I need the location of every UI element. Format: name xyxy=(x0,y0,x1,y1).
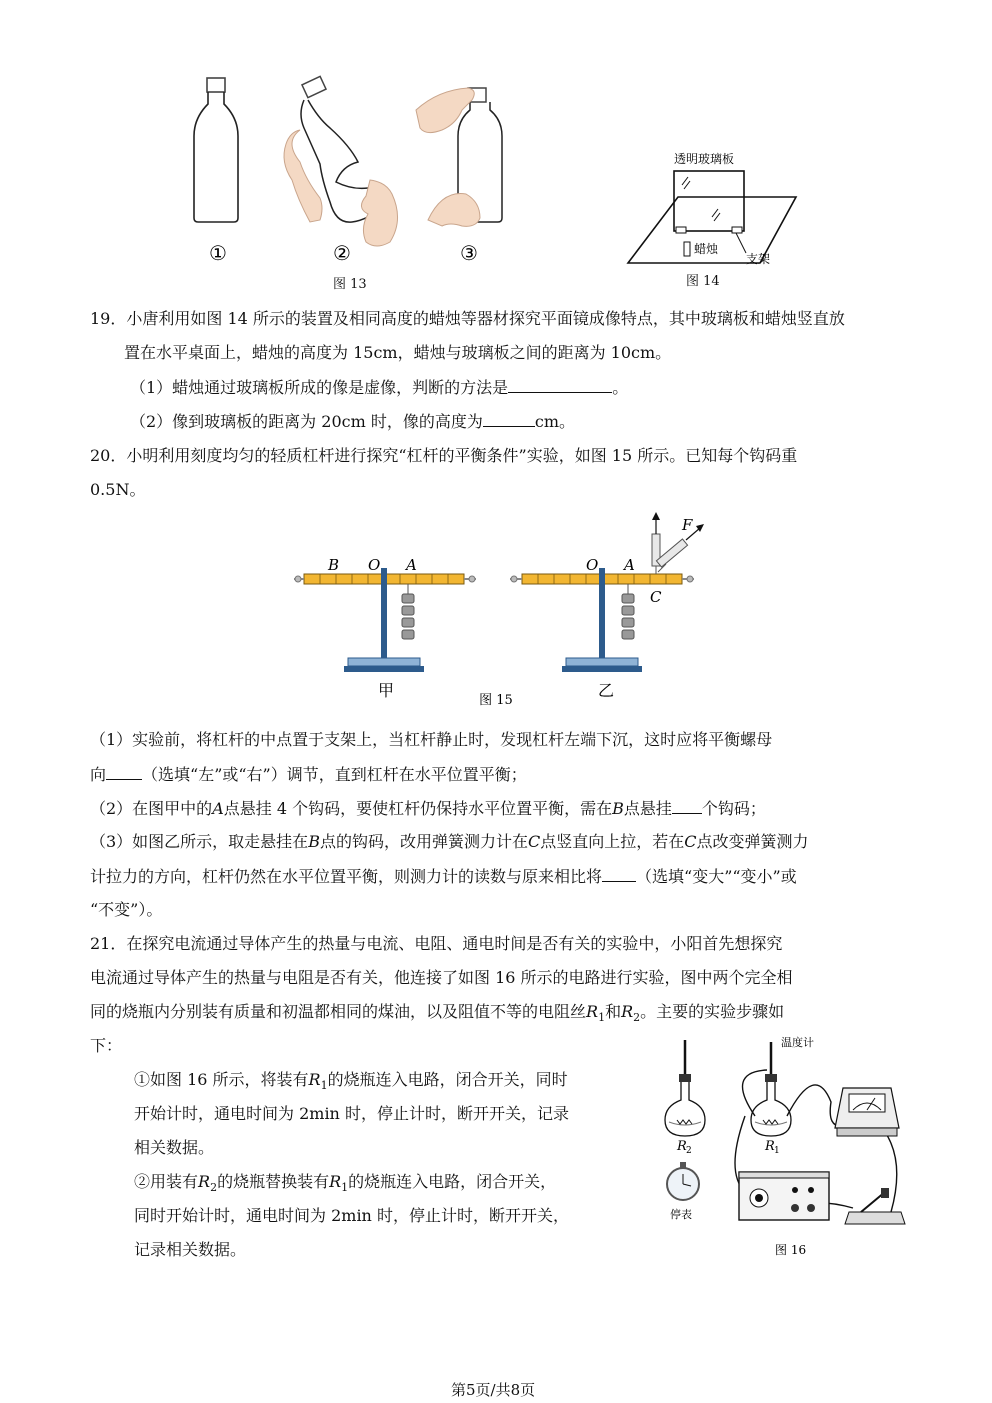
lever-right-label-C: C xyxy=(650,588,662,606)
thermometer-label: 温度计 xyxy=(781,1036,814,1049)
q20-part2-a: （2）在图甲中的 xyxy=(90,799,213,818)
lever-right-label-F: F xyxy=(682,516,693,534)
r1-label: R xyxy=(765,1139,775,1154)
step2-r1: R xyxy=(329,1172,342,1191)
lever-left xyxy=(294,556,476,672)
point-C-2: C xyxy=(684,832,697,851)
q21-step1-a: ①如图 16 所示，将装有 xyxy=(134,1070,309,1089)
q21-step1-b: 的烧瓶连入电路，闭合开关，同时 xyxy=(327,1070,568,1089)
q19-answer-blank-1[interactable] xyxy=(508,377,612,393)
q20-part1-dir-text: 向 xyxy=(90,765,107,784)
q21-step1-line1 xyxy=(134,1070,568,1096)
q20-part3-b: 点的钩码，改用弹簧测力计在 xyxy=(319,832,528,851)
power-supply-icon xyxy=(739,1172,829,1220)
switch-icon xyxy=(845,1188,905,1224)
symbol-r1: R xyxy=(586,1002,599,1021)
q20-part3-line1 xyxy=(90,832,809,852)
q20-stem-line2: 0.5N。 xyxy=(90,480,146,499)
q21-line3 xyxy=(90,1002,784,1028)
glass-plate-label: 透明玻璃板 xyxy=(674,152,735,166)
symbol-r2-sub: 2 xyxy=(633,1011,641,1025)
sub-label-jia: 甲 xyxy=(377,681,395,700)
figure-14 xyxy=(620,145,810,290)
q20-stem-line1: 20．小明利用刻度均匀的轻质杠杆进行探究“杠杆的平衡条件”实验，如图 15 所示。已知每个钩码重 xyxy=(90,446,798,465)
q19-stem-line2: 置在水平桌面上，蜡烛的高度为 15cm，蜡烛与玻璃板之间的距离为 10cm。 xyxy=(124,343,672,362)
bottles-illustration xyxy=(180,70,520,295)
figure-13-caption: 图 13 xyxy=(333,277,367,292)
hand-top-icon xyxy=(416,88,474,133)
point-C: C xyxy=(527,832,541,851)
step2-r2: R xyxy=(198,1172,211,1191)
point-A: A xyxy=(212,799,224,818)
q21-step2-line1 xyxy=(134,1172,556,1198)
q19-part1-end: 。 xyxy=(612,378,629,397)
r2-label: R xyxy=(677,1139,687,1154)
hand-left-icon xyxy=(284,130,322,222)
stand-label: 支架 xyxy=(746,252,771,266)
q20-part3-line2-a: 计拉力的方向，杠杆仍然在水平位置平衡，则测力计的读数与原来相比将 xyxy=(90,867,603,886)
q19-part1-text: （1）蜡烛通过玻璃板所成的像是虚像，判断的方法是 xyxy=(130,378,509,397)
q20-answer-blank-3[interactable] xyxy=(602,866,636,882)
q21-line3-b: 和 xyxy=(605,1002,622,1021)
figure-16 xyxy=(655,1032,915,1262)
symbol-r1-sub: 1 xyxy=(598,1011,606,1025)
bottle-3-label: ③ xyxy=(460,241,478,265)
figure-15 xyxy=(290,512,710,710)
stopwatch-icon xyxy=(667,1162,699,1221)
step2-r1-sub: 1 xyxy=(341,1181,349,1195)
r1-label-sub: 1 xyxy=(774,1146,780,1156)
q20-part1-rest: （选填“左”或“右”）调节，直到杠杆在水平位置平衡； xyxy=(142,765,527,784)
bottle-2-label: ② xyxy=(333,241,351,265)
q20-part2-c: 点悬挂 xyxy=(623,799,672,818)
q20-part3-line3: “不变”）。 xyxy=(90,900,163,919)
q20-part3-line2-b: （选填“变大”“变小”或 xyxy=(636,867,797,886)
q19-part1 xyxy=(130,377,628,398)
q21-step1-line3: 相关数据。 xyxy=(134,1138,215,1157)
q21-line2: 电流通过导体产生的热量与电阻是否有关，他连接了如图 16 所示的电路进行实验，图中两个完全相 xyxy=(90,968,793,987)
page-footer: 第5页/共8页 xyxy=(451,1381,536,1399)
q21-line3-c: 。主要的实验步骤如 xyxy=(640,1002,785,1021)
q21-line1: 21．在探究电流通过导体产生的热量与电流、电阻、通电时间是否有关的实验中，小阳首先想探究 xyxy=(90,934,783,953)
mirror-apparatus xyxy=(620,145,810,290)
stopwatch-label: 停表 xyxy=(670,1208,692,1221)
q20-part2 xyxy=(90,798,766,819)
bottle-1-label: ① xyxy=(209,241,227,265)
q21-step2-line2: 同时开始计时，通电时间为 2min 时，停止计时，断开开关， xyxy=(134,1206,569,1225)
flask-r2 xyxy=(665,1040,705,1156)
electric-meter-icon xyxy=(835,1088,899,1136)
q20-answer-blank-1[interactable] xyxy=(106,764,142,780)
flask-r1 xyxy=(751,1042,791,1156)
q21-line4: 下： xyxy=(90,1036,123,1055)
candle-label: 蜡烛 xyxy=(694,242,719,256)
q20-part3-line2 xyxy=(90,866,797,887)
hand-bottom-icon xyxy=(428,194,480,227)
q19-part2-end: cm。 xyxy=(534,412,575,431)
q19-answer-blank-2[interactable] xyxy=(483,411,535,427)
q20-answer-blank-2[interactable] xyxy=(672,798,702,814)
q19-part2-text: （2）像到玻璃板的距离为 20cm 时，像的高度为 xyxy=(130,412,483,431)
q21-step2-a: ②用装有 xyxy=(134,1172,199,1191)
q21-step2-line3: 记录相关数据。 xyxy=(134,1240,247,1259)
r2-label-sub: 2 xyxy=(686,1146,692,1156)
lever-right-label-O: O xyxy=(586,556,599,574)
sub-label-yi: 乙 xyxy=(597,681,615,700)
lever-apparatus xyxy=(290,512,710,710)
q20-part3-c: 点竖直向上拉，若在 xyxy=(540,832,685,851)
q19-part2 xyxy=(130,411,575,432)
q20-part3-a: （3）如图乙所示，取走悬挂在 xyxy=(90,832,309,851)
figure-15-caption: 图 15 xyxy=(479,693,513,708)
q20-part1-line1: （1）实验前，将杠杆的中点置于支架上，当杠杆静止时，发现杠杆左端下沉，这时应将平衡螺母 xyxy=(90,730,773,749)
q20-part1-line2 xyxy=(90,764,527,785)
point-B-2: B xyxy=(308,832,320,851)
step2-r2-sub: 2 xyxy=(210,1181,218,1195)
q20-part3-d: 点改变弹簧测力 xyxy=(696,832,809,851)
circuit-apparatus xyxy=(655,1032,915,1262)
q21-line3-a: 同的烧瓶内分别装有质量和初温都相同的煤油，以及阻值不等的电阻丝 xyxy=(90,1002,587,1021)
q20-part2-b: 点悬挂 4 个钩码，要使杠杆仍保持水平位置平衡，需在 xyxy=(223,799,613,818)
figure-13 xyxy=(180,70,520,295)
figure-14-caption: 图 14 xyxy=(686,274,720,289)
point-B: B xyxy=(612,799,624,818)
lever-right-label-A: A xyxy=(624,556,635,574)
lever-right xyxy=(510,512,704,672)
q21-step1-line2: 开始计时，通电时间为 2min 时，停止计时，断开开关，记录 xyxy=(134,1104,569,1123)
q19-stem-line1: 19．小唐利用如图 14 所示的装置及相同高度的蜡烛等器材探究平面镜成像特点，其中玻璃板和蜡烛竖直放 xyxy=(90,309,845,328)
q21-step2-c: 的烧瓶连入电路，闭合开关， xyxy=(348,1172,557,1191)
q20-part2-d: 个钩码； xyxy=(701,799,766,818)
step1-r1-sub: 1 xyxy=(320,1079,328,1093)
q21-step2-b: 的烧瓶替换装有 xyxy=(217,1172,330,1191)
lever-left-label-O: O xyxy=(368,556,381,574)
figure-16-caption: 图 16 xyxy=(775,1243,807,1257)
lever-left-label-B: B xyxy=(328,556,340,574)
hand-right-icon xyxy=(361,180,397,246)
lever-left-label-A: A xyxy=(406,556,417,574)
symbol-r2: R xyxy=(621,1002,634,1021)
bottle-1 xyxy=(194,78,238,222)
step1-r1: R xyxy=(308,1070,321,1089)
